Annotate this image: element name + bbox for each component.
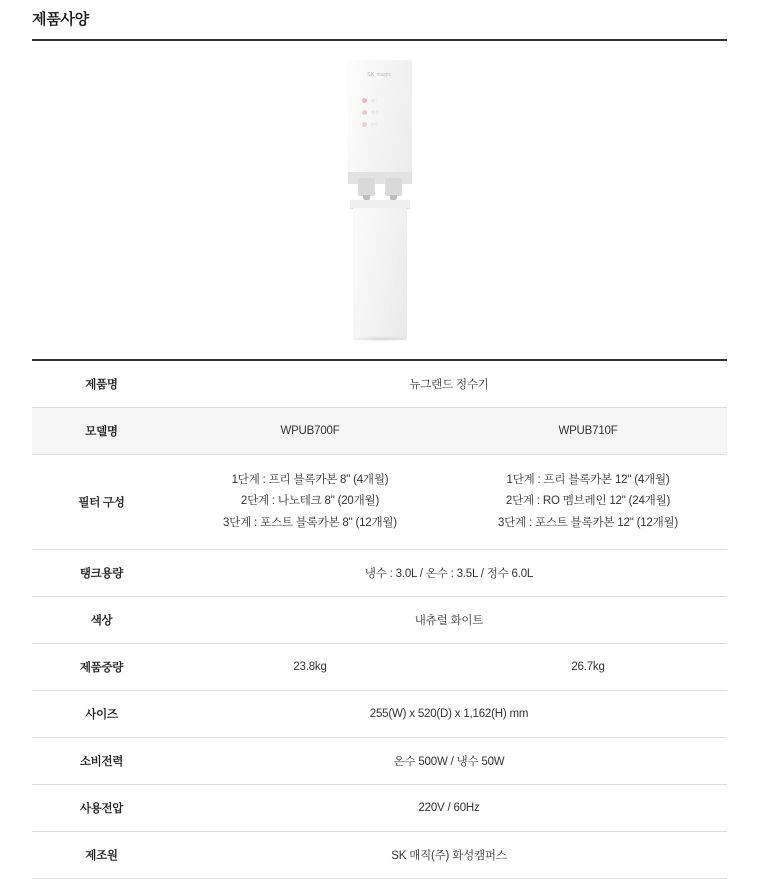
hot-indicator-label: 온수 (370, 122, 379, 127)
row-label-power-consumption: 소비전력 (79, 755, 124, 768)
row-value-color: 내츄럴 화이트 (414, 614, 484, 627)
table-row (32, 455, 727, 550)
row-label-weight: 제품중량 (79, 661, 124, 674)
row-label-size: 사이즈 (85, 708, 118, 721)
row-value-voltage: 220V / 60Hz (418, 801, 480, 814)
row-label-filter-config: 필터 구성 (78, 496, 125, 509)
row-value-filter-config-col1 (171, 455, 449, 550)
table-row (32, 643, 727, 690)
spec-table-wrapper (0, 359, 759, 879)
page-title: 제품사양 (32, 11, 89, 28)
spec-table (32, 359, 727, 879)
filter-line: 2단계 : RO 멤브레인 12" (24개월) (505, 495, 671, 508)
table-row (32, 360, 727, 408)
purifier-body (353, 208, 407, 340)
water-purifier-illustration (348, 60, 412, 340)
row-value-weight-col1: 23.8kg (293, 660, 327, 673)
filter-line: 2단계 : 나노테크 8" (20개월) (240, 495, 380, 508)
row-label-voltage: 사용전압 (79, 802, 124, 815)
row-label-tank-capacity: 탱크용량 (79, 567, 124, 580)
cold-indicator-icon (362, 98, 367, 103)
row-value-manufacturer: SK 매직(주) 화성캠퍼스 (391, 849, 507, 862)
row-value-weight-col2: 26.7kg (571, 660, 605, 673)
row-label-color: 색상 (90, 614, 113, 627)
row-value-tank-capacity: 냉수 : 3.0L / 온수 : 3.5L / 정수 6.0L (364, 567, 534, 580)
row-value-product-name: 뉴그랜드 정수기 (409, 379, 489, 391)
row-value-filter-config-col2 (449, 455, 727, 550)
purified-indicator-label: 정수 (370, 110, 379, 115)
row-value-model-name-col2: WPUB710F (449, 408, 727, 455)
row-value-power-consumption: 온수 500W / 냉수 50W (393, 755, 505, 768)
filter-line: 3단계 : 포스트 블록카본 12" (12개월) (497, 516, 679, 529)
table-row (32, 549, 727, 596)
table-row (32, 690, 727, 737)
filter-line: 1단계 : 프리 블록카본 12" (4개월) (506, 474, 670, 486)
row-label-manufacturer: 제조원 (85, 849, 118, 862)
cold-indicator-label: 냉수 (370, 98, 379, 103)
filter-line: 3단계 : 포스트 블록카본 8" (12개월) (223, 516, 397, 529)
left-faucet-icon (358, 178, 375, 196)
row-value-model-name-col1: WPUB700F (171, 408, 449, 455)
product-image-area (0, 41, 759, 359)
table-row (32, 737, 727, 784)
purified-indicator-icon (362, 110, 367, 115)
brand-mark: SK magic (367, 72, 392, 78)
row-value-size: 255(W) x 520(D) x 1,162(H) mm (369, 707, 529, 720)
product-shadow (348, 336, 412, 342)
faucet-group (358, 178, 402, 196)
table-row (32, 596, 727, 643)
table-row (32, 831, 727, 878)
table-row (32, 408, 727, 455)
row-label-product-name: 제품명 (85, 379, 118, 391)
hot-indicator-icon (362, 122, 367, 127)
purifier-head (348, 60, 412, 172)
right-faucet-icon (385, 178, 402, 196)
row-label-model-name: 모델명 (32, 408, 171, 455)
filter-line: 1단계 : 프리 블록카본 8" (4개월) (231, 474, 389, 486)
table-row (32, 784, 727, 831)
